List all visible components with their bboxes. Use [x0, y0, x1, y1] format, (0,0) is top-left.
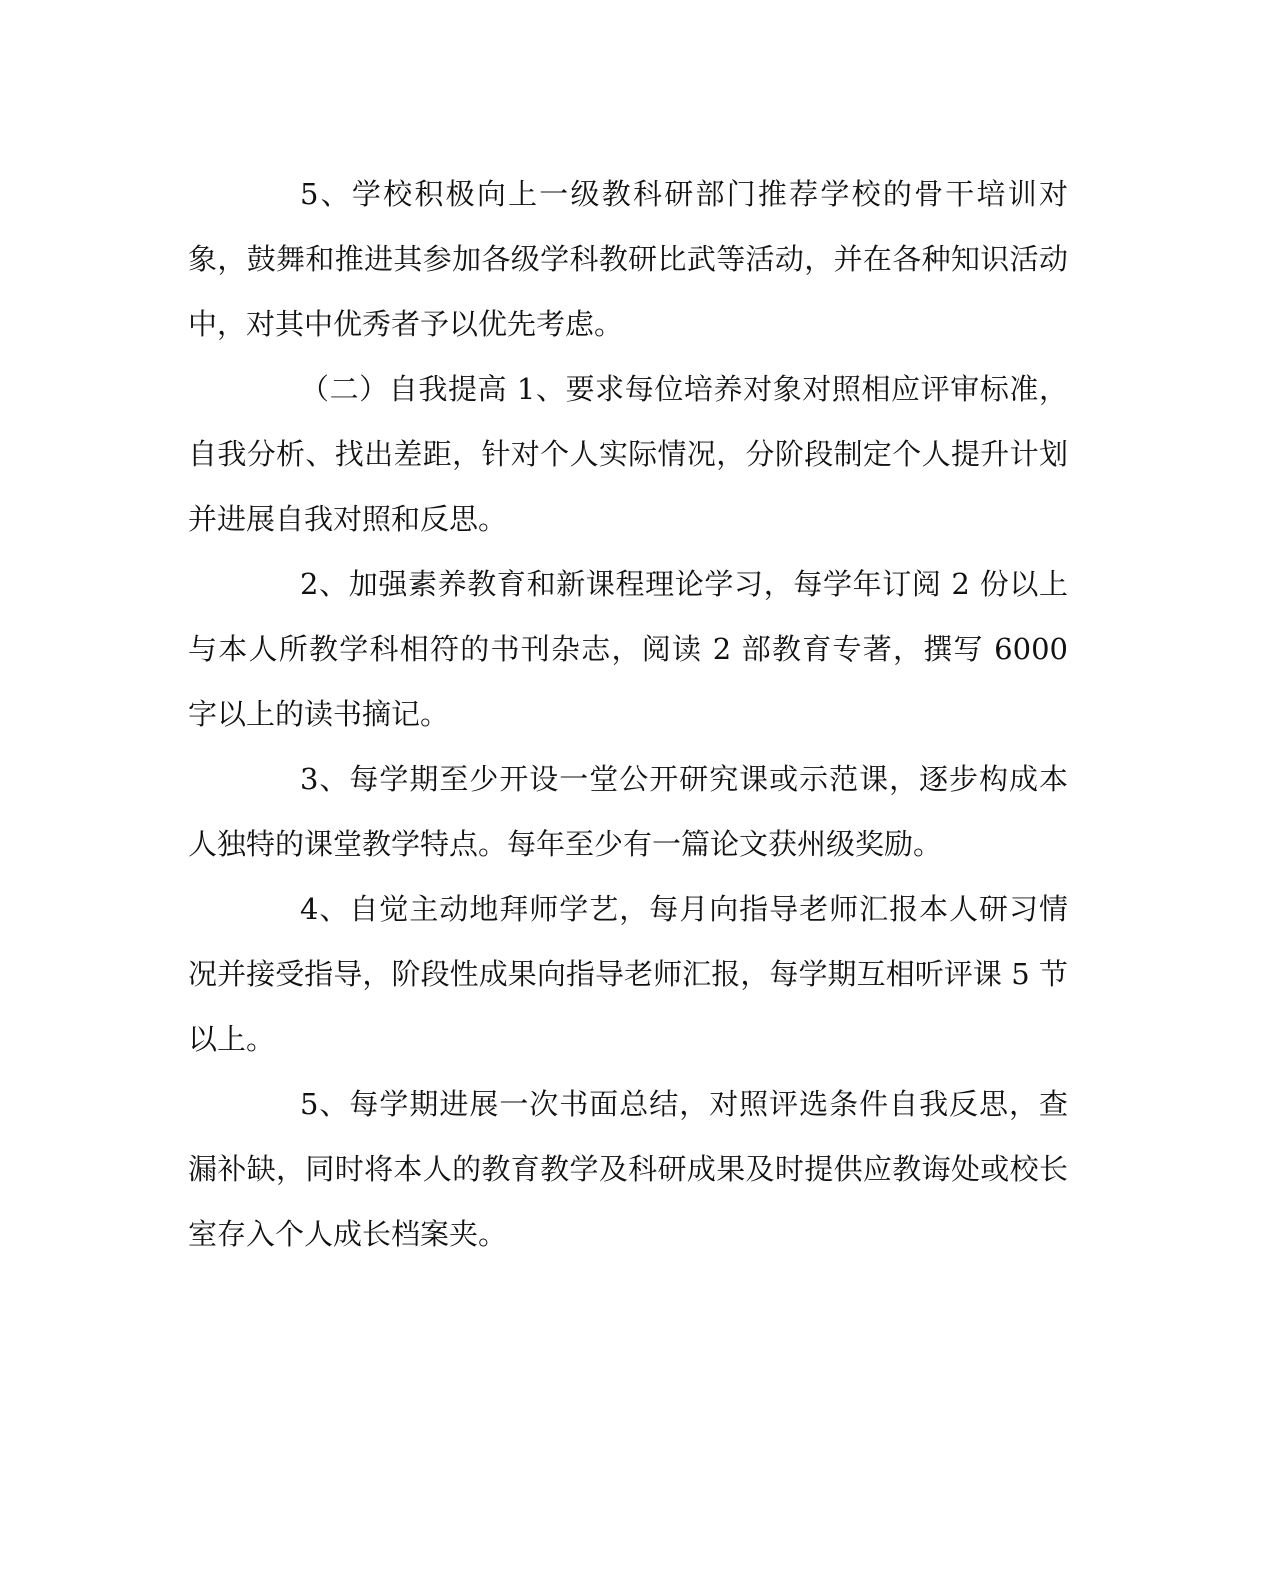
document-body	[188, 162, 1068, 1267]
paragraph-1: 5、学校积极向上一级教科研部门推荐学校的骨干培训对象，鼓舞和推进其参加各级学科教研比武等活动，并在各种知识活动中，对其中优秀者予以优先考虑。	[188, 177, 1068, 341]
paragraph-4: 3、每学期至少开设一堂公开研究课或示范课，逐步构成本人独特的课堂教学特点。每年至少有一篇论文获州级奖励。	[188, 762, 1068, 861]
paragraph-6: 5、每学期进展一次书面总结，对照评选条件自我反思，查漏补缺，同时将本人的教育教学及科研成果及时提供应教诲处或校长室存入个人成长档案夹。	[188, 1087, 1068, 1251]
paragraph-2: （二）自我提高 1、要求每位培养对象对照相应评审标准，自我分析、找出差距，针对个人实际情况，分阶段制定个人提升计划并进展自我对照和反思。	[188, 372, 1068, 536]
paragraph-5: 4、自觉主动地拜师学艺，每月向指导老师汇报本人研习情况并接受指导，阶段性成果向指导老师汇报，每学期互相听评课 5 节以上。	[188, 892, 1068, 1056]
paragraph-3: 2、加强素养教育和新课程理论学习，每学年订阅 2 份以上与本人所教学科相符的书刊杂志，阅读 2 部教育专著，撰写 6000 字以上的读书摘记。	[188, 567, 1068, 731]
